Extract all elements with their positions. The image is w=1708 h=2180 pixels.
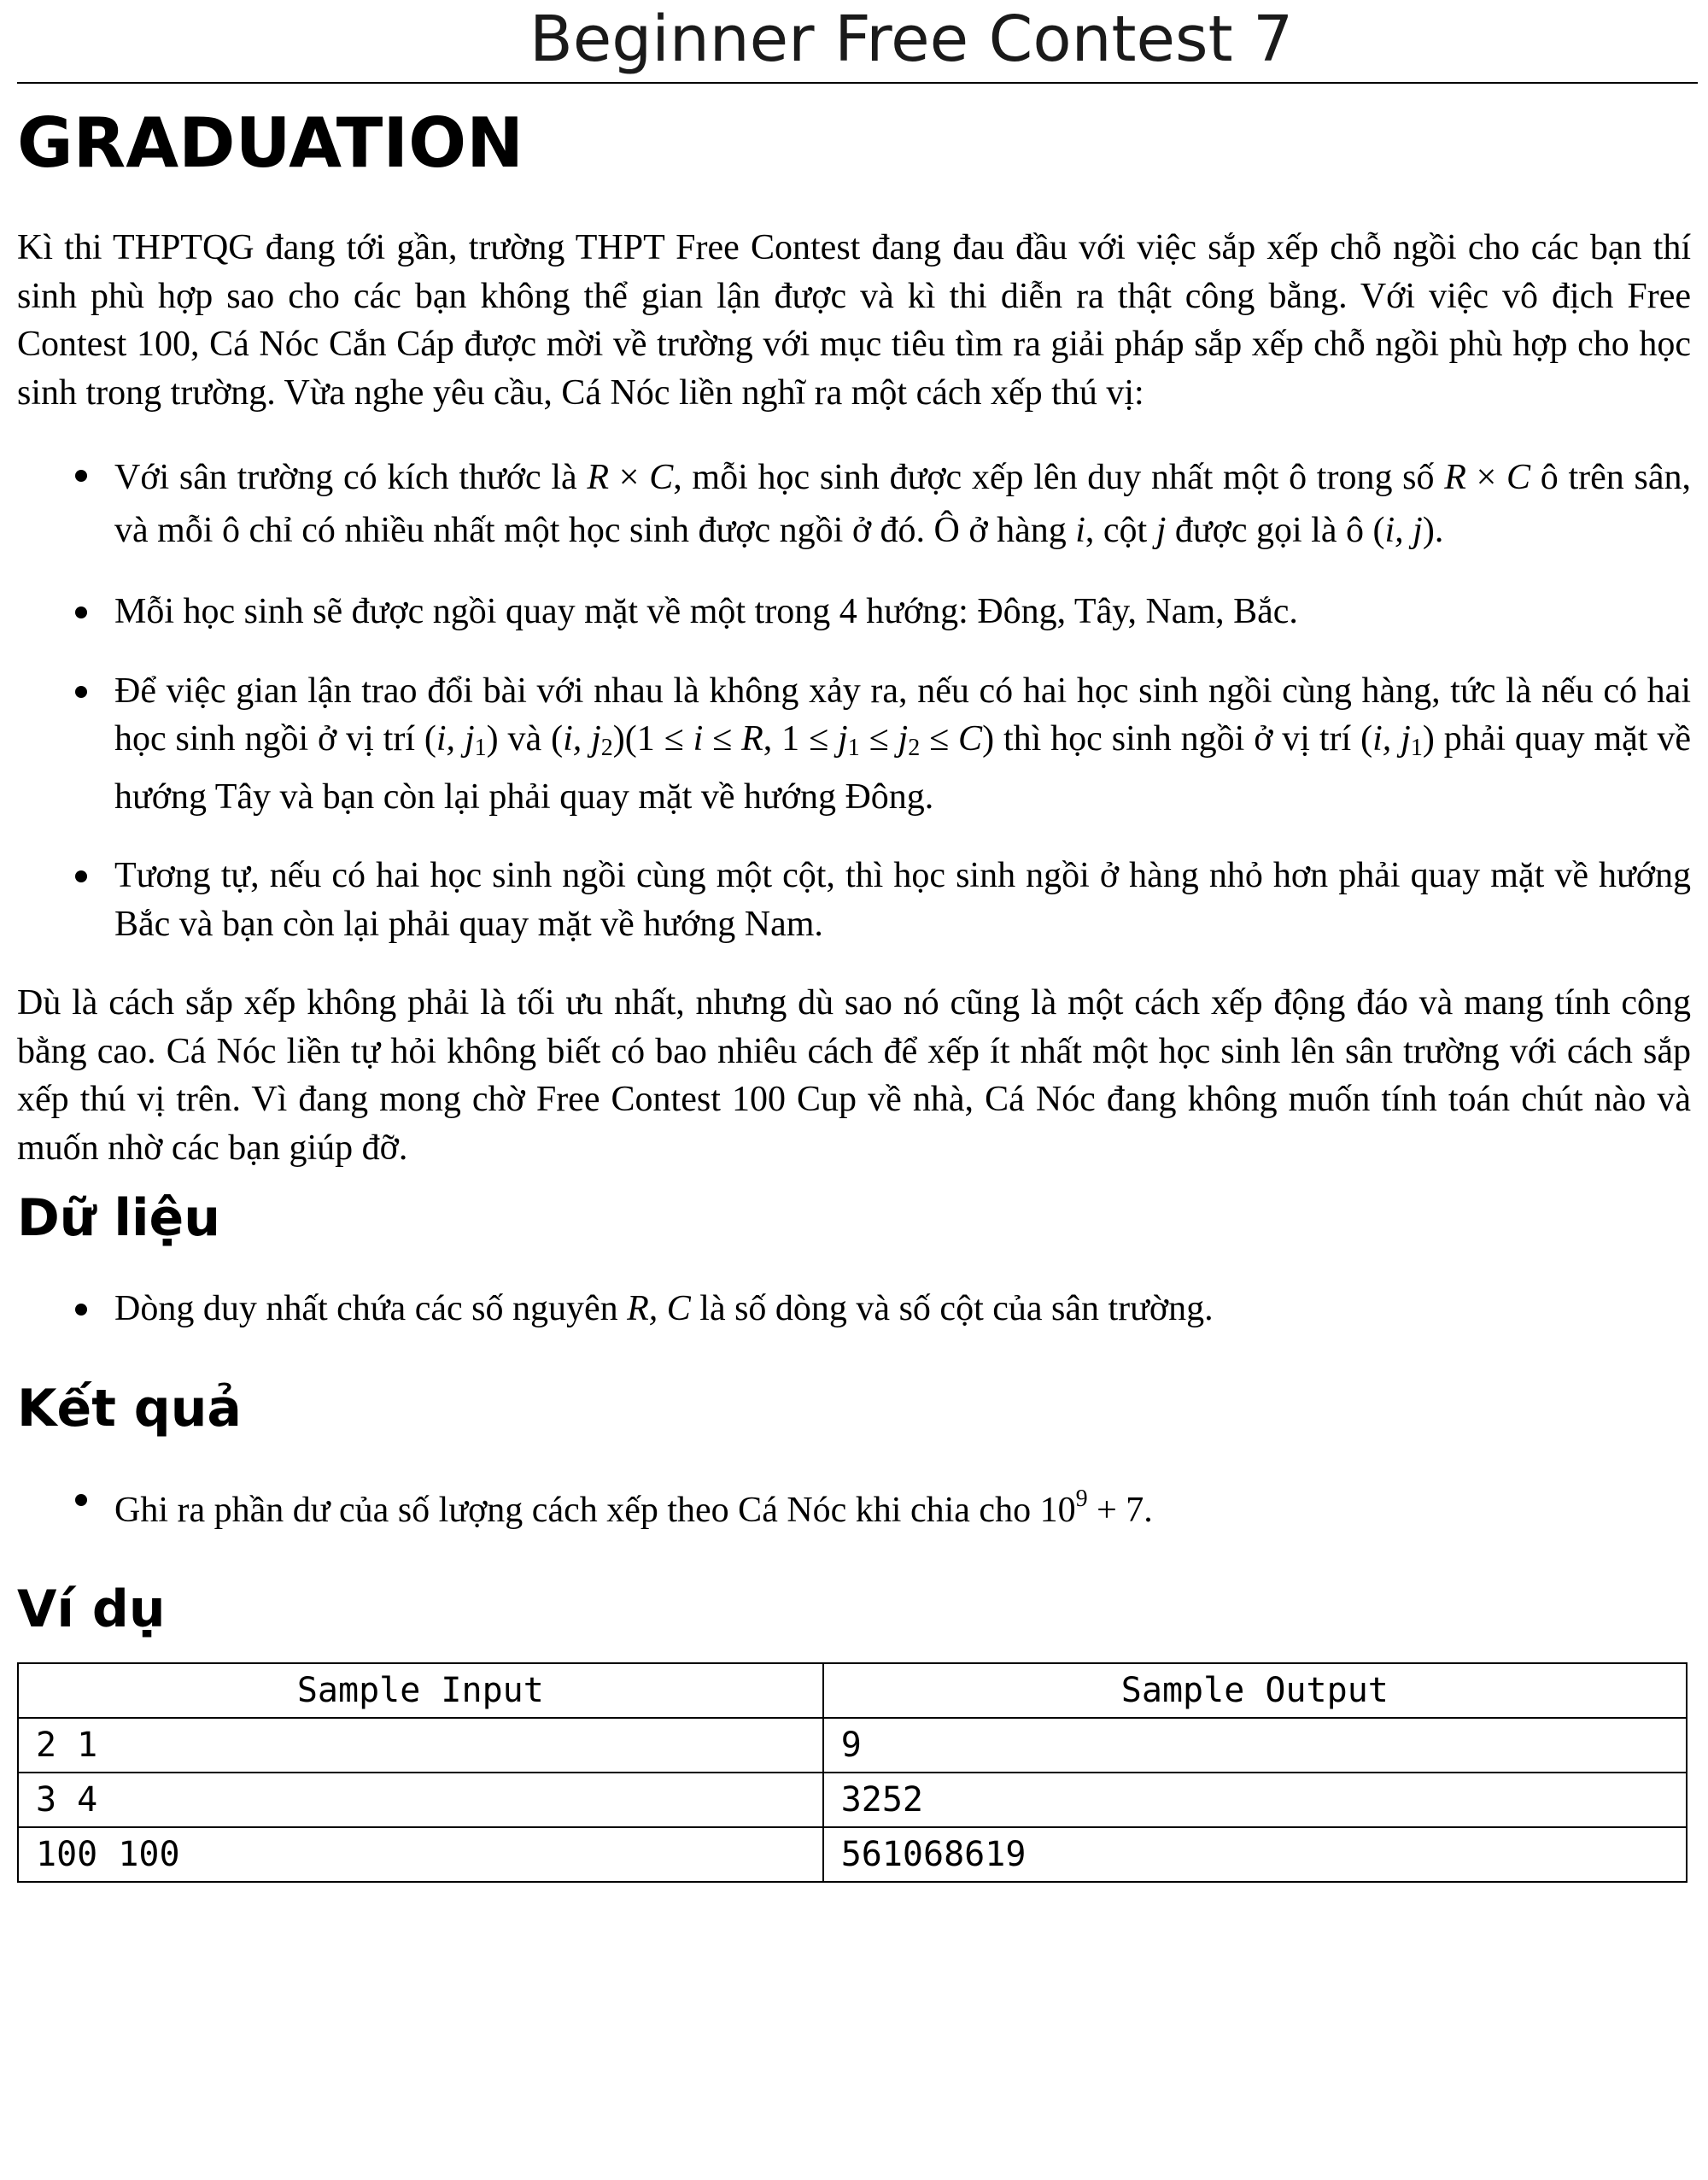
output-item: Ghi ra phần dư của số lượng cách xếp theo Cá Nóc khi chia cho $10^9 + 7$. [17, 1475, 1691, 1535]
sample-input-header: Sample Input [18, 1663, 823, 1718]
table-row [18, 1773, 1687, 1827]
sample-input-cell: 100 100 [18, 1827, 823, 1882]
example-section-title: Ví dụ [17, 1579, 166, 1639]
input-list [17, 1285, 1691, 1333]
output-section-title: Kết quả [17, 1378, 242, 1439]
problem-title: GRADUATION [17, 103, 524, 183]
bullet-icon [75, 1304, 87, 1316]
sample-input-cell: 2 1 [18, 1718, 823, 1773]
sample-table [17, 1662, 1688, 1883]
sample-input-cell: 3 4 [18, 1773, 823, 1827]
rule-item: Tương tự, nếu có hai học sinh ngồi cùng một cột, thì học sinh ngồi ở hàng nhỏ hơn phải quay mặt về hướng Bắc và bạn còn lại phải quay mặt về hướng Nam. [17, 852, 1691, 948]
rules-list [17, 451, 1691, 948]
bullet-icon [75, 607, 87, 618]
bullet-icon [75, 470, 87, 482]
rule-item: Để việc gian lận trao đổi bài với nhau là không xảy ra, nếu có hai học sinh ngồi cùng hàng, tức là nếu có hai học sinh ngồi ở vị trí (i, $j_1$) và (i, $j_2)(1 \le i \le R$, $1 \le j_1 \le j_2 \le C$) thì học sinh ngồi ở vị trí (i, $j_1$) phải quay mặt về hướng Tây và bạn còn lại phải quay mặt về hướng Đông. [17, 667, 1691, 822]
output-list [17, 1475, 1691, 1535]
sample-output-cell: 9 [823, 1718, 1687, 1773]
rule-item: Với sân trường có kích thước là R × C, mỗi học sinh được xếp lên duy nhất một ô trong số R × C ô trên sân, và mỗi ô chỉ có nhiều nhất một học sinh được ngồi ở đó. Ô ở hàng i, cột j được gọi là ô (i, j). [17, 451, 1691, 557]
header-rule [17, 82, 1698, 84]
sample-output-header: Sample Output [823, 1663, 1687, 1718]
contest-title: Beginner Free Contest 7 [529, 3, 1294, 76]
bullet-icon [75, 1494, 87, 1506]
rule-item: Mỗi học sinh sẽ được ngồi quay mặt về một trong 4 hướng: Đông, Tây, Nam, Bắc. [17, 588, 1691, 636]
input-section-title: Dữ liệu [17, 1188, 220, 1248]
bullet-icon [75, 686, 87, 698]
problem-content [17, 224, 1691, 1883]
sample-output-cell: 561068619 [823, 1827, 1687, 1882]
bullet-icon [75, 870, 87, 882]
input-item: Dòng duy nhất chứa các số nguyên R, C là số dòng và số cột của sân trường. [17, 1285, 1691, 1333]
statement-intro: Kì thi THPTQG đang tới gần, trường THPT Free Contest đang đau đầu với việc sắp xếp chỗ ngồi cho các bạn thí sinh phù hợp sao cho các bạn không thể gian lận được và kì thi diễn ra thật công bằng. Với việc vô địch Free Contest 100, Cá Nóc Cắn Cáp được mời về trường với mục tiêu tìm ra giải pháp sắp xếp chỗ ngồi phù hợp cho học sinh trong trường. Vừa nghe yêu cầu, Cá Nóc liền nghĩ ra một cách xếp thú vị: [17, 228, 1691, 413]
table-row [18, 1827, 1687, 1882]
statement-closing: Dù là cách sắp xếp không phải là tối ưu nhất, nhưng dù sao nó cũng là một cách xếp động đáo và mang tính công bằng cao. Cá Nóc liền tự hỏi không biết có bao nhiêu cách để xếp ít nhất một học sinh lên sân trường với cách sắp xếp thú vị trên. Vì đang mong chờ Free Contest 100 Cup về nhà, Cá Nóc đang không muốn tính toán chút nào và muốn nhờ các bạn giúp đỡ. [17, 983, 1691, 1168]
sample-output-cell: 3252 [823, 1773, 1687, 1827]
table-row [18, 1718, 1687, 1773]
sample-table-header-row [18, 1663, 1687, 1718]
